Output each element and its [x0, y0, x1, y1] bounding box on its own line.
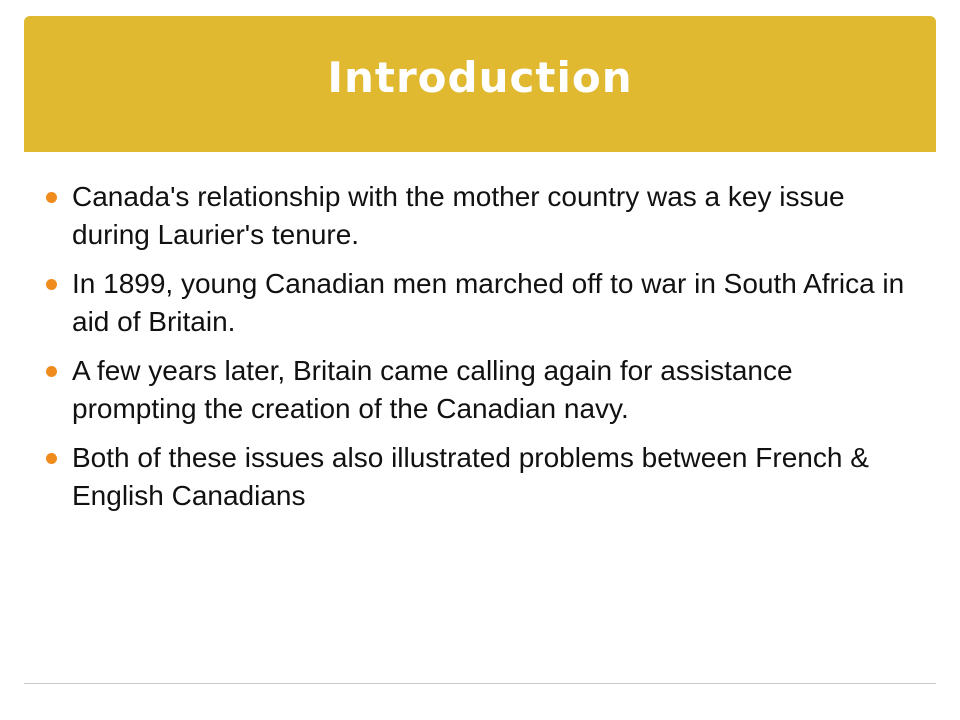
slide-title: Introduction [327, 52, 633, 102]
bullet-marker-icon [46, 192, 57, 203]
bullet-marker-icon [46, 366, 57, 377]
bullet-text: A few years later, Britain came calling again for assistance prompting the creation of the Canadian navy. [72, 355, 793, 424]
bullet-item [46, 352, 916, 428]
bullet-item [46, 439, 916, 515]
bullet-marker-icon [46, 453, 57, 464]
bullet-text: Canada's relationship with the mother country was a key issue during Laurier's tenure. [72, 181, 845, 250]
bullet-item [46, 178, 916, 254]
bullet-list [46, 178, 916, 526]
bullet-item [46, 265, 916, 341]
bullet-text: In 1899, young Canadian men marched off to war in South Africa in aid of Britain. [72, 268, 905, 337]
bullet-text: Both of these issues also illustrated problems between French & English Canadians [72, 442, 869, 511]
footer-divider [24, 683, 936, 684]
slide-title-bar [24, 16, 936, 152]
bullet-marker-icon [46, 279, 57, 290]
